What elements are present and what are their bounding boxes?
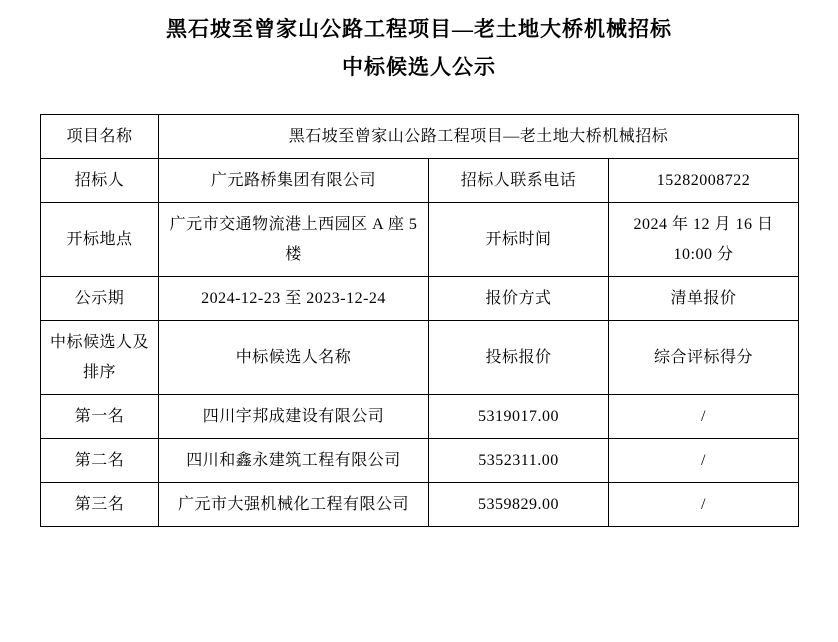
label-bid-opening-time: 开标时间 xyxy=(429,203,609,277)
candidate-price-2: 5352311.00 xyxy=(429,439,609,483)
candidate-price-3: 5359829.00 xyxy=(429,483,609,527)
header-total-score: 综合评标得分 xyxy=(609,321,799,395)
value-bid-opening-time: 2024 年 12 月 16 日 10:00 分 xyxy=(609,203,799,277)
page-title xyxy=(0,0,838,86)
table-row-bid-opening xyxy=(41,203,799,277)
value-quote-method: 清单报价 xyxy=(609,277,799,321)
table-row-tenderer xyxy=(41,159,799,203)
value-tenderer: 广元路桥集团有限公司 xyxy=(159,159,429,203)
label-candidate-rank: 中标候选人及排序 xyxy=(41,321,159,395)
title-line-1: 黑石坡至曾家山公路工程项目—老土地大桥机械招标 xyxy=(166,17,672,41)
label-quote-method: 报价方式 xyxy=(429,277,609,321)
candidate-rank-3: 第三名 xyxy=(41,483,159,527)
candidate-score-2: / xyxy=(609,439,799,483)
header-candidate-name: 中标候选人名称 xyxy=(159,321,429,395)
value-bid-opening-place: 广元市交通物流港上西园区 A 座 5 楼 xyxy=(159,203,429,277)
table-row xyxy=(41,483,799,527)
value-project-name: 黑石坡至曾家山公路工程项目—老土地大桥机械招标 xyxy=(159,115,799,159)
announcement-table-wrapper xyxy=(40,114,798,527)
label-project-name: 项目名称 xyxy=(41,115,159,159)
table-row-candidate-header xyxy=(41,321,799,395)
candidate-score-3: / xyxy=(609,483,799,527)
candidate-price-1: 5319017.00 xyxy=(429,395,609,439)
candidate-rank-1: 第一名 xyxy=(41,395,159,439)
header-bid-price: 投标报价 xyxy=(429,321,609,395)
value-public-period: 2024-12-23 至 2023-12-24 xyxy=(159,277,429,321)
announcement-table xyxy=(40,114,799,527)
candidate-name-3: 广元市大强机械化工程有限公司 xyxy=(159,483,429,527)
label-bid-opening-place: 开标地点 xyxy=(41,203,159,277)
table-row xyxy=(41,395,799,439)
candidate-rank-2: 第二名 xyxy=(41,439,159,483)
candidate-name-2: 四川和鑫永建筑工程有限公司 xyxy=(159,439,429,483)
table-row-public-period xyxy=(41,277,799,321)
label-tenderer-phone: 招标人联系电话 xyxy=(429,159,609,203)
title-line-2: 中标候选人公示 xyxy=(342,55,496,79)
label-public-period: 公示期 xyxy=(41,277,159,321)
table-row-project-name xyxy=(41,115,799,159)
label-tenderer: 招标人 xyxy=(41,159,159,203)
candidate-name-1: 四川宇邦成建设有限公司 xyxy=(159,395,429,439)
candidate-score-1: / xyxy=(609,395,799,439)
table-row xyxy=(41,439,799,483)
value-tenderer-phone: 15282008722 xyxy=(609,159,799,203)
